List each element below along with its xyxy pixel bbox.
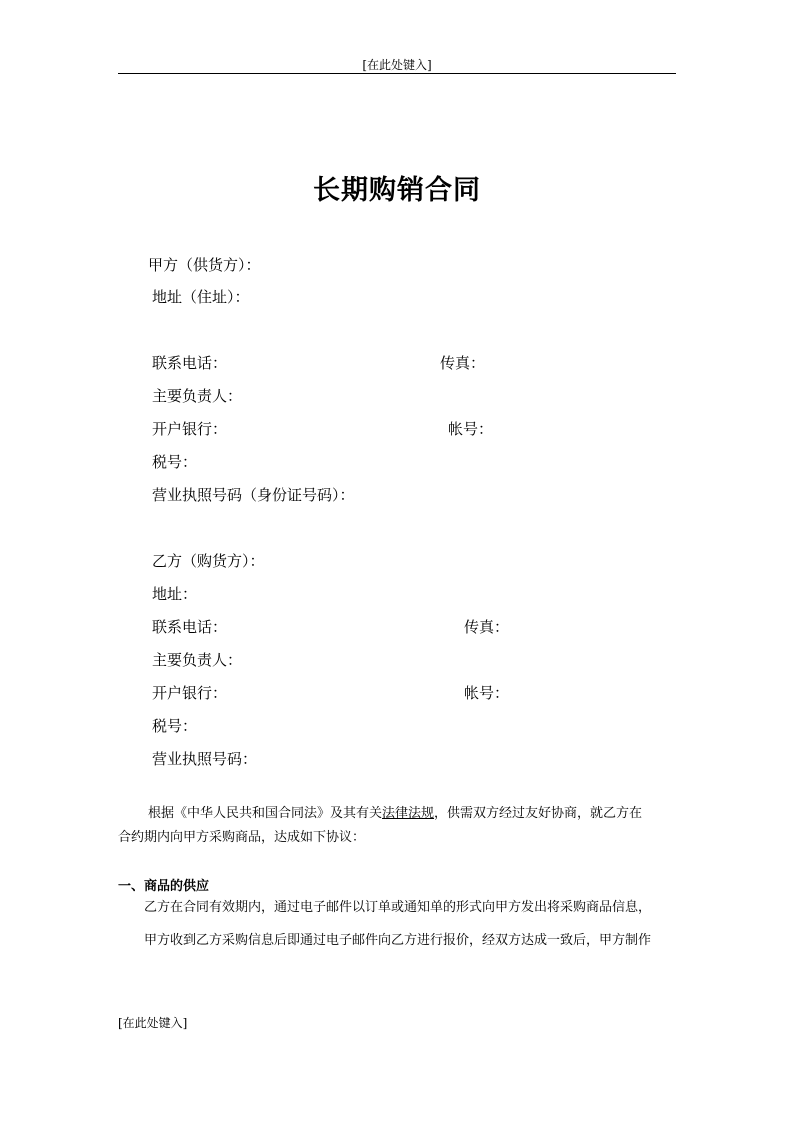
party-a-heading: 甲方（供货方）：: [148, 256, 261, 274]
party-b-fax-label: 传真：: [464, 618, 510, 636]
party-b-bank-label: 开户银行：: [152, 684, 228, 702]
party-a-address-label: 地址（住址）：: [152, 288, 250, 306]
party-a-account-label: 帐号：: [448, 420, 494, 438]
party-b-address-label: 地址：: [152, 585, 198, 603]
law-link[interactable]: 法律法规: [382, 806, 435, 821]
header-divider: [118, 73, 676, 74]
party-b-heading: 乙方（购货方）：: [152, 552, 265, 570]
section-1-heading: 一、商品的供应: [118, 879, 210, 894]
section-1-line-1: 乙方在合同有效期内，通过电子邮件以订单或通知单的形式向甲方发出将采购商品信息，: [144, 900, 652, 915]
party-a-fax-label: 传真：: [440, 354, 486, 372]
party-b-tax-label: 税号：: [152, 717, 198, 735]
party-a-tax-label: 税号：: [152, 453, 198, 471]
intro-line-1: [148, 805, 642, 823]
page-footer: [在此处键入]: [118, 1016, 188, 1030]
party-a-manager-label: 主要负责人：: [152, 387, 243, 405]
party-b-license-label: 营业执照号码：: [152, 750, 258, 768]
section-1-line-2: 甲方收到乙方采购信息后即通过电子邮件向乙方进行报价，经双方达成一致后，甲方制作: [144, 933, 652, 948]
intro-text-part2: ，供需双方经过友好协商，就乙方在: [434, 806, 643, 821]
party-a-bank-label: 开户银行：: [152, 420, 228, 438]
party-b-phone-label: 联系电话：: [152, 618, 228, 636]
party-a-license-label: 营业执照号码（身份证号码）：: [152, 486, 355, 504]
document-title: 长期购销合同: [313, 175, 481, 206]
party-b-account-label: 帐号：: [464, 684, 510, 702]
page-header: [在此处键入]: [362, 58, 432, 72]
intro-text-part1: 根据《中华人民共和国合同法》及其有关: [148, 806, 383, 821]
party-b-manager-label: 主要负责人：: [152, 651, 243, 669]
party-a-phone-label: 联系电话：: [152, 354, 228, 372]
intro-line-2: 合约期内向甲方采购商品，达成如下协议：: [118, 830, 366, 845]
